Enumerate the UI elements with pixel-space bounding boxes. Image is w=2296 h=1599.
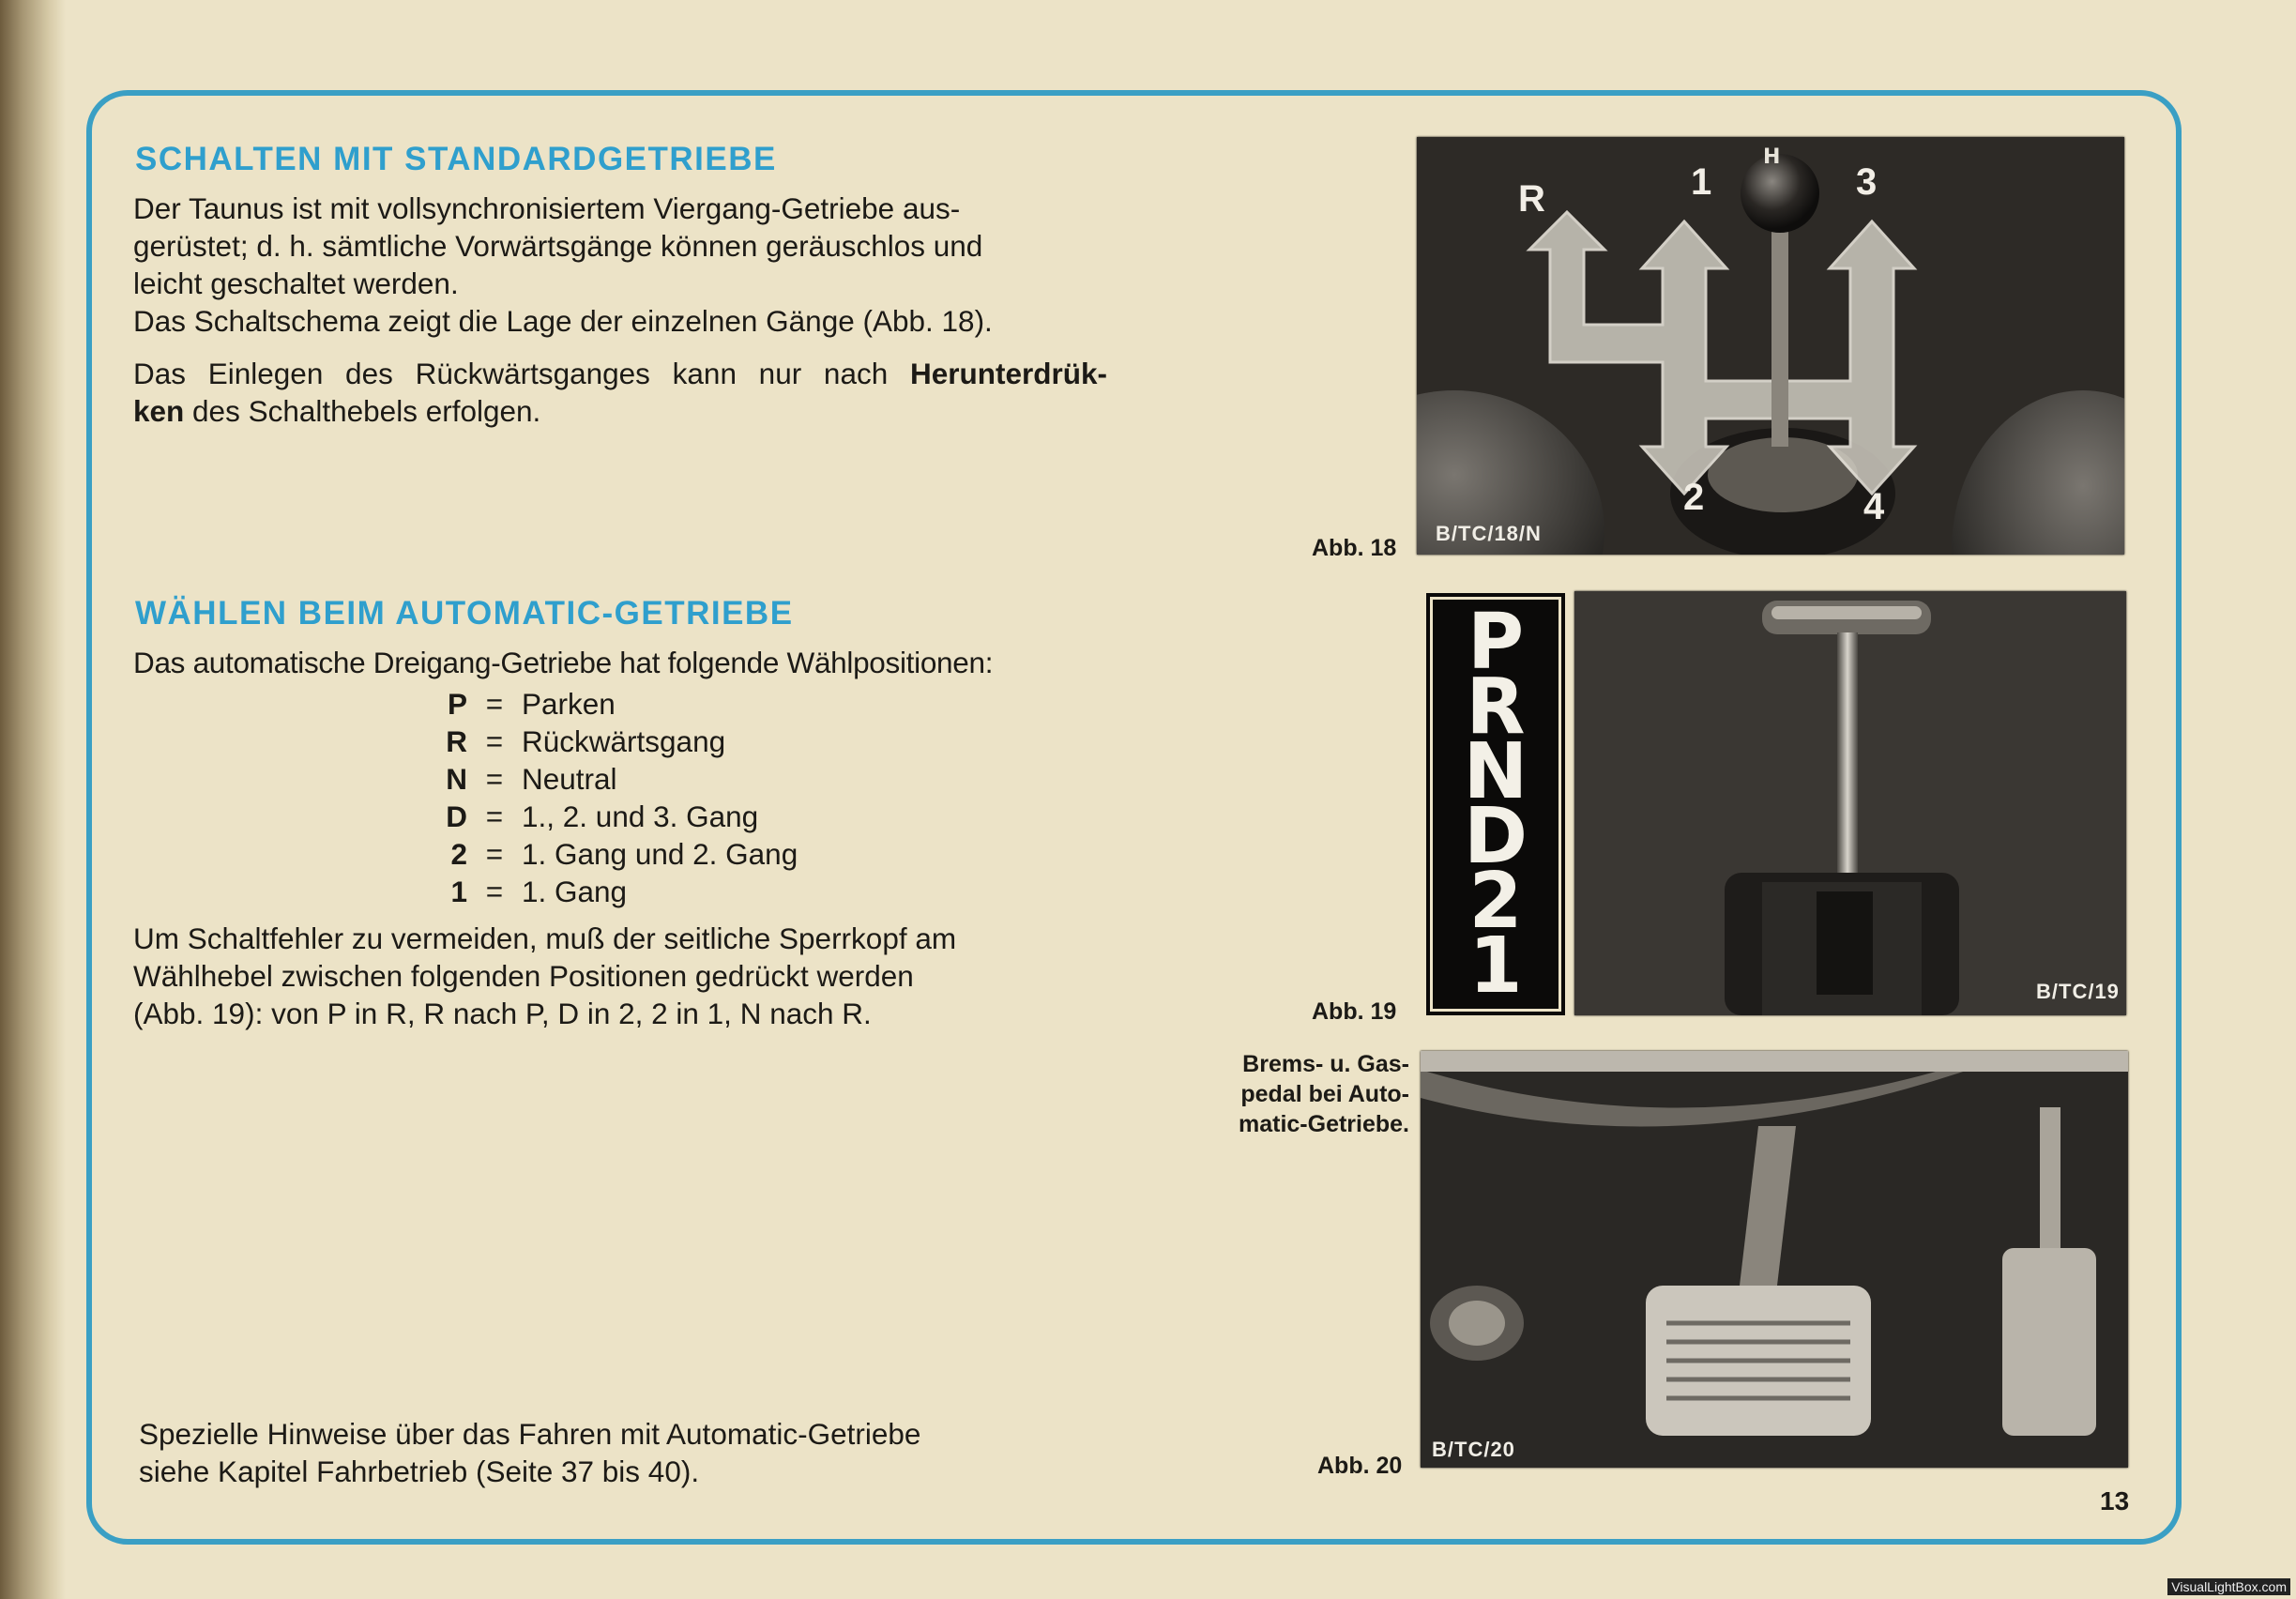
- plate-letter: 2: [1468, 857, 1523, 946]
- position-value: Rückwärtsgang: [522, 724, 726, 758]
- caption-fig18: Abb. 18: [1312, 535, 1397, 561]
- list-item: [430, 873, 798, 910]
- selector-photo-graphic: [1574, 591, 2126, 1015]
- svg-text:H: H: [1763, 145, 1781, 169]
- position-value: 1. Gang: [522, 875, 628, 908]
- position-value: Neutral: [522, 762, 617, 796]
- gear-label-2: 2: [1683, 477, 1705, 518]
- text-line: (Abb. 19): von P in R, R nach P, D in 2, 2 in 1, N nach R.: [133, 997, 872, 1030]
- caption-fig19: Abb. 19: [1312, 998, 1397, 1025]
- page-number: 13: [2100, 1486, 2130, 1515]
- photo-code: B/TC/19: [2036, 980, 2120, 1003]
- plate-letter: P: [1467, 598, 1525, 687]
- text-line: Der Taunus ist mit vollsynchronisiertem Viergang-Getriebe aus-: [133, 191, 961, 225]
- position-key: P: [447, 687, 467, 721]
- equals-sign: =: [485, 875, 504, 908]
- text-fragment: Das Einlegen des Rückwärtsganges kann nur nach: [133, 357, 910, 390]
- equals-sign: =: [485, 687, 504, 721]
- paragraph-shift-warning: [133, 920, 1107, 1032]
- paragraph-reverse-gear: [133, 355, 1107, 430]
- caption-line: pedal bei Auto-: [1240, 1081, 1409, 1107]
- watermark: VisualLightBox.com: [2167, 1578, 2290, 1595]
- position-value: Parken: [522, 687, 616, 721]
- equals-sign: =: [485, 800, 504, 833]
- position-key: 1: [450, 875, 467, 908]
- gear-label-1: 1: [1691, 161, 1712, 203]
- caption-line: matic-Getriebe.: [1238, 1111, 1409, 1137]
- pedals-photo-graphic: [1421, 1051, 2128, 1468]
- list-item: [430, 723, 798, 760]
- caption-fig20: Abb. 20: [1317, 1453, 1403, 1479]
- list-item: [430, 798, 798, 835]
- text-line: Um Schaltfehler zu vermeiden, muß der seitliche Sperrkopf am: [133, 921, 957, 955]
- text-fragment: des Schalthebels erfolgen.: [184, 394, 541, 428]
- paragraph-intro: Das automatische Dreigang-Getriebe hat folgende Wählpositionen:: [133, 646, 994, 679]
- text-line: Spezielle Hinweise über das Fahren mit Automatic-Getriebe: [139, 1417, 921, 1451]
- paragraph-standard-gearbox: [133, 190, 1107, 340]
- photo-code: B/TC/18/N: [1436, 522, 1542, 545]
- text-fragment-bold: ken: [133, 394, 185, 428]
- position-key: N: [446, 762, 467, 796]
- equals-sign: =: [485, 837, 504, 871]
- list-item: [430, 760, 798, 798]
- position-key: D: [446, 800, 467, 833]
- selector-plate-letters: [1430, 598, 1561, 1011]
- gear-label-3: 3: [1856, 161, 1878, 203]
- heading-standard-gearbox: SCHALTEN MIT STANDARDGETRIEBE: [135, 141, 777, 177]
- heading-automatic-gearbox: WÄHLEN BEIM AUTOMATIC-GETRIEBE: [135, 595, 794, 632]
- gear-label-r: R: [1518, 178, 1545, 220]
- caption-pedals: [1212, 1049, 1409, 1139]
- text-line: siehe Kapitel Fahrbetrieb (Seite 37 bis 40).: [139, 1454, 700, 1488]
- gear-position-list: [430, 685, 798, 910]
- plate-letter: D: [1463, 792, 1528, 881]
- equals-sign: =: [485, 762, 504, 796]
- photo-code: B/TC/20: [1432, 1438, 1515, 1461]
- plate-letter: 1: [1468, 921, 1523, 1011]
- text-line: Wählhebel zwischen folgenden Positionen gedrückt werden: [133, 959, 914, 993]
- photo-manual-shift-pattern: [1417, 137, 2124, 555]
- caption-line: Brems- u. Gas-: [1242, 1051, 1409, 1077]
- equals-sign: =: [485, 724, 504, 758]
- text-line: gerüstet; d. h. sämtliche Vorwärtsgänge können geräuschlos und: [133, 229, 983, 263]
- text-line: leicht geschaltet werden.: [133, 266, 459, 300]
- text-line: Das Schaltschema zeigt die Lage der einzelnen Gänge (Abb. 18).: [133, 304, 993, 338]
- position-key: 2: [450, 837, 467, 871]
- gear-label-4: 4: [1863, 486, 1885, 527]
- position-value: 1., 2. und 3. Gang: [522, 800, 759, 833]
- list-item: [430, 835, 798, 873]
- paragraph-note: [139, 1415, 1118, 1490]
- page-gutter-shadow: [0, 0, 66, 1599]
- position-value: 1. Gang und 2. Gang: [522, 837, 798, 871]
- photo-pedals: [1421, 1051, 2128, 1468]
- list-item: [430, 685, 798, 723]
- plate-letter: N: [1463, 727, 1528, 816]
- position-key: R: [446, 724, 467, 758]
- text-fragment-bold: Herunterdrük-: [909, 357, 1107, 390]
- photo-automatic-selector: [1574, 591, 2126, 1015]
- selector-plate: [1426, 593, 1565, 1015]
- plate-letter: R: [1466, 662, 1526, 752]
